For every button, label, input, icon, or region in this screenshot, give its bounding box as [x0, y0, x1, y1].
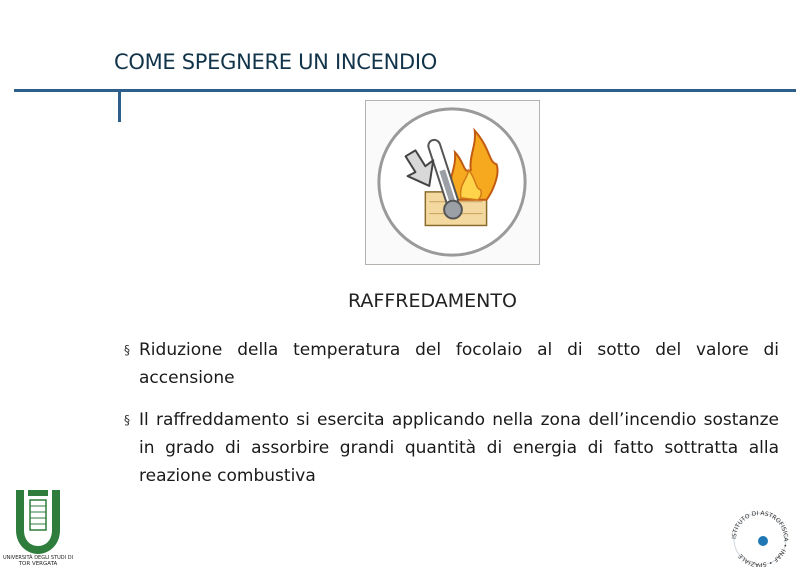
- university-logo-text-1: UNIVERSITÀ DEGLI STUDI DI: [2, 555, 74, 561]
- bullet-marker: §: [124, 413, 130, 427]
- bullet-item: [124, 336, 779, 392]
- institute-logo-text: ISTITUTO DI ASTROFISICA • INAF • SPAZIALE: [730, 509, 790, 567]
- bullet-list: [124, 336, 779, 504]
- divider-tick: [118, 92, 121, 122]
- bullet-marker: §: [124, 343, 130, 357]
- university-logo: [2, 486, 74, 567]
- bullet-text: Riduzione della temperatura del focolaio al di sotto del valore di accensione: [139, 340, 779, 388]
- bullet-item: [124, 406, 779, 490]
- title-divider: [14, 89, 796, 92]
- slide-title: COME SPEGNERE UN INCENDIO: [114, 50, 437, 74]
- section-subtitle: RAFFREDAMENTO: [348, 290, 517, 312]
- cooling-thermometer-flame-icon: [365, 100, 540, 265]
- university-logo-text-2: TOR VERGATA: [18, 561, 58, 567]
- institute-logo: [725, 505, 795, 567]
- bullet-text: Il raffreddamento si esercita applicando nella zona dell’incendio sostanze in grado di assorbire grandi quantità di energia di fatto sottratta alla reazione combustiva: [139, 410, 779, 486]
